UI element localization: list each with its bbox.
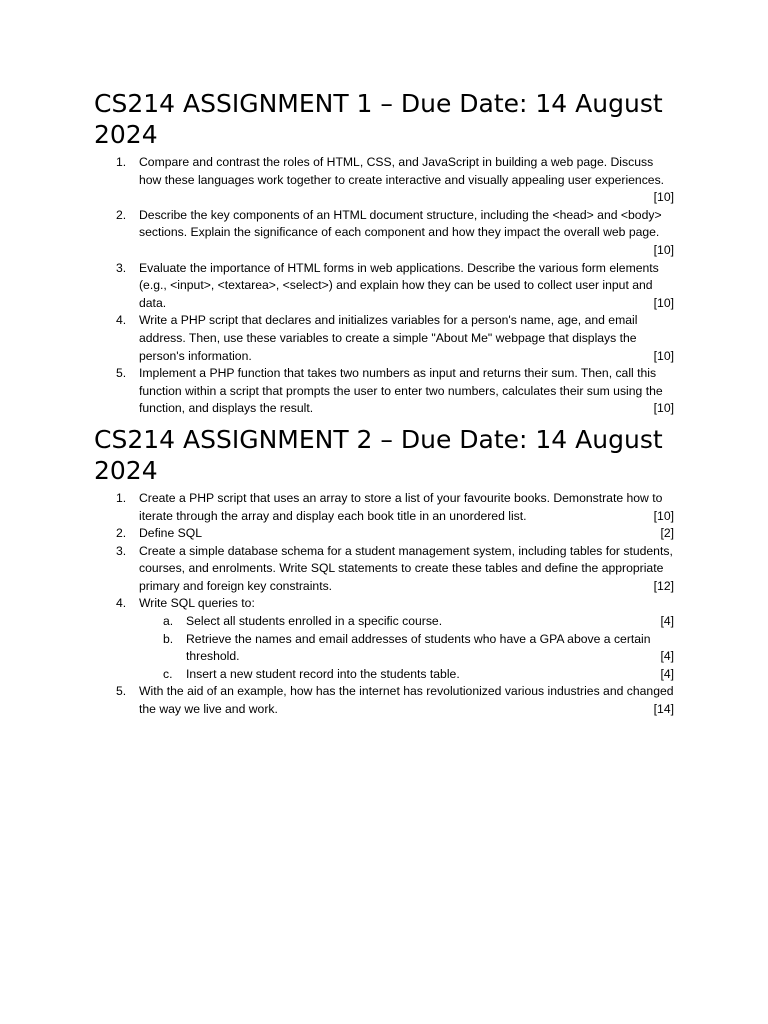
- question-text: Create a PHP script that uses an array to store a list of your favourite books. Demonstrate how to iterate through the array and display each book title in an unordered list.: [139, 490, 663, 523]
- question-number: 4.: [116, 596, 127, 611]
- question-item: [94, 154, 674, 207]
- question-marks: [10]: [653, 295, 674, 310]
- sub-question-letter: a.: [163, 614, 174, 629]
- question-number: 3.: [116, 260, 127, 275]
- question-number: 4.: [116, 313, 127, 328]
- question-marks: [10]: [653, 508, 674, 523]
- question-marks: [2]: [660, 526, 674, 541]
- question-marks: [14]: [653, 702, 674, 717]
- question-marks: [10]: [653, 242, 674, 257]
- sub-question-item: [139, 666, 674, 684]
- question-number: 1.: [116, 155, 127, 169]
- question-marks: [10]: [653, 348, 674, 363]
- sub-question-item: [139, 613, 674, 631]
- question-text: Describe the key components of an HTML document structure, including the <head> and <body> sections. Explain the significance of each component and how they impact the overall web page.: [139, 207, 662, 240]
- question-number: 5.: [116, 366, 127, 381]
- question-text: Implement a PHP function that takes two numbers as input and returns their sum. Then, call this function within a script that prompts the user to enter two numbers, calculates their sum using the function, and displays the result.: [139, 366, 663, 416]
- question-item: [94, 543, 674, 596]
- document-page: [94, 88, 674, 719]
- assignment-2-questions: [94, 490, 674, 719]
- question-number: 3.: [116, 543, 127, 558]
- question-number: 2.: [116, 207, 127, 222]
- sub-question-letter: c.: [163, 666, 173, 681]
- question-item: [94, 525, 674, 543]
- question-item: [94, 683, 674, 718]
- question-number: 2.: [116, 526, 127, 541]
- sub-question-list: [139, 613, 674, 683]
- question-text: Write a PHP script that declares and initializes variables for a person's name, age, and email address. Then, use these variables to create a simple "About Me" webpage that displays the person's information.: [139, 313, 638, 363]
- question-item: [94, 490, 674, 525]
- sub-question-letter: b.: [163, 631, 174, 646]
- question-item: [94, 260, 674, 313]
- question-text: Write SQL queries to:: [139, 596, 255, 611]
- assignment-1-title: CS214 ASSIGNMENT 1 – Due Date: 14 August 2024: [94, 89, 663, 149]
- question-number: 5.: [116, 684, 127, 699]
- sub-question-marks: [4]: [660, 649, 674, 664]
- question-item: [94, 207, 674, 260]
- question-marks: [10]: [653, 401, 674, 416]
- question-item: [94, 365, 674, 418]
- question-marks: [10]: [653, 190, 674, 205]
- sub-question-text: Select all students enrolled in a specific course.: [186, 614, 443, 629]
- sub-question-text: Retrieve the names and email addresses of students who have a GPA above a certain threshold.: [186, 631, 651, 664]
- question-number: 1.: [116, 490, 127, 505]
- question-marks: [12]: [653, 578, 674, 593]
- question-item: [94, 312, 674, 365]
- question-text: Create a simple database schema for a student management system, including tables for students, courses, and enrolments. Write SQL statements to create these tables and define the appropriate primary and foreign key constraints.: [139, 543, 673, 593]
- assignment-1-questions: [94, 154, 674, 418]
- sub-question-text: Insert a new student record into the students table.: [186, 666, 460, 681]
- question-text: Compare and contrast the roles of HTML, CSS, and JavaScript in building a web page. Discuss how these languages work together to create interactive and visually appealing user experiences.: [139, 155, 665, 187]
- sub-question-marks: [4]: [660, 614, 674, 629]
- sub-question-item: [139, 631, 674, 666]
- question-text: Define SQL: [139, 526, 203, 541]
- question-text: With the aid of an example, how has the internet has revolutionized various industries and changed the way we live and work.: [139, 684, 674, 717]
- question-item: [94, 595, 674, 683]
- question-text: Evaluate the importance of HTML forms in web applications. Describe the various form elements (e.g., <input>, <textarea>, <select>) and explain how they can be used to collect user input and data.: [139, 260, 659, 310]
- sub-question-marks: [4]: [660, 666, 674, 681]
- assignment-2-title: CS214 ASSIGNMENT 2 – Due Date: 14 August 2024: [94, 424, 663, 485]
